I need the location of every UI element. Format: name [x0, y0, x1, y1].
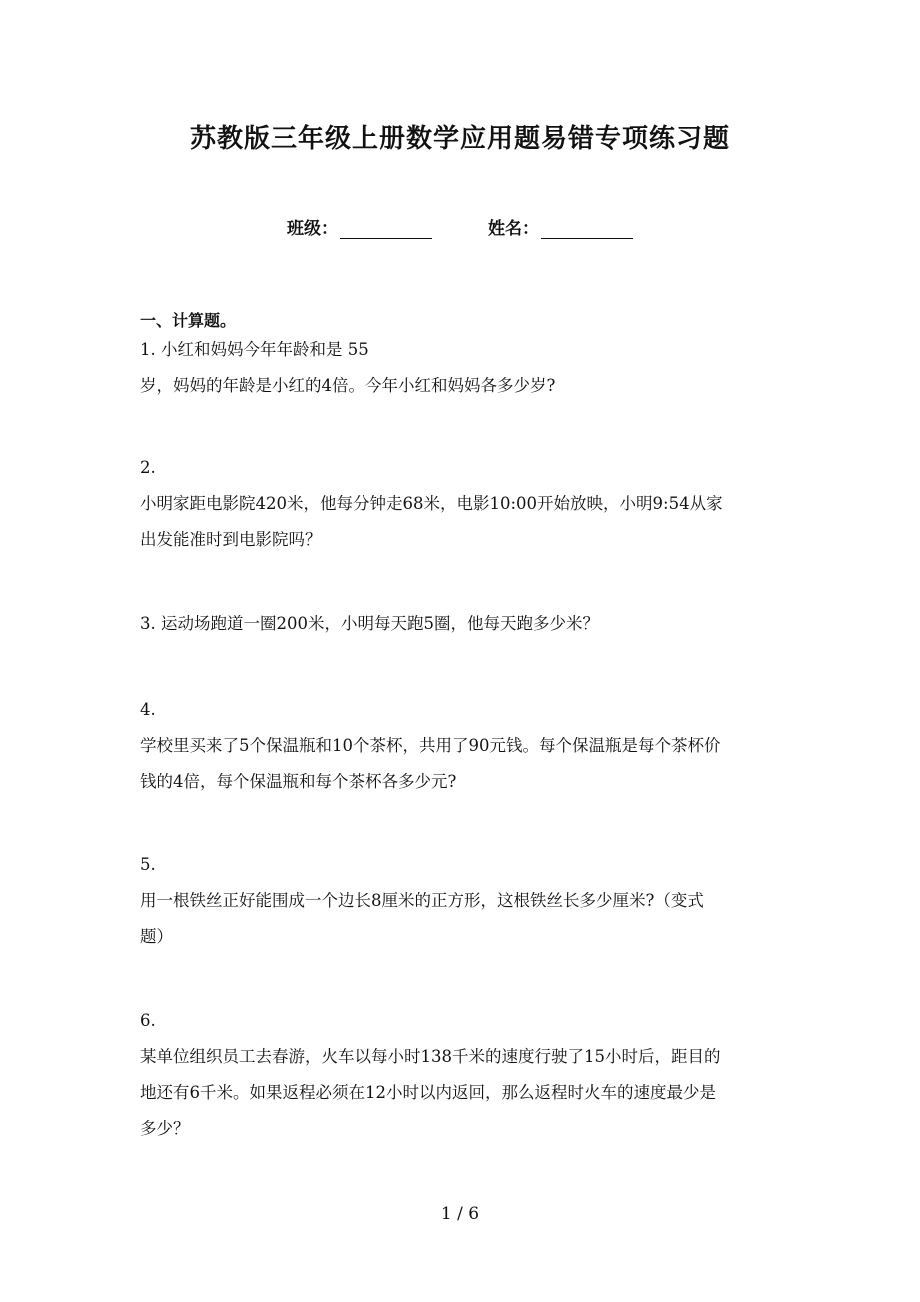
- question-4: [140, 692, 780, 800]
- question-line: 钱的4倍，每个保温瓶和每个茶杯各多少元?: [140, 772, 457, 791]
- question-number: 2.: [140, 458, 156, 477]
- question-line: 3. 运动场跑道一圈200米，小明每天跑5圈，他每天跑多少米？: [140, 614, 599, 633]
- question-number: 5.: [140, 855, 156, 874]
- page-indicator: 1 / 6: [440, 1204, 480, 1224]
- question-6: [140, 1003, 780, 1147]
- name-field: [488, 214, 633, 239]
- question-line: 学校里买来了5个保温瓶和10个茶杯，共用了90元钱。每个保温瓶是每个茶杯价: [140, 736, 721, 755]
- question-line: 题）: [140, 927, 173, 946]
- question-line: 地还有6千米。如果返程必须在12小时以内返回，那么返程时火车的速度最少是: [140, 1083, 716, 1102]
- question-2: [140, 450, 780, 558]
- section-heading: 一、计算题。: [140, 311, 237, 330]
- name-label: 姓名：: [488, 219, 539, 239]
- question-number: 4.: [140, 700, 156, 719]
- question-line: 某单位组织员工去春游，火车以每小时138千米的速度行驶了15小时后，距目的: [140, 1047, 721, 1066]
- question-number: 6.: [140, 1011, 156, 1030]
- question-line: 多少？: [140, 1119, 190, 1138]
- question-3: [140, 606, 780, 642]
- question-1: [140, 332, 780, 404]
- class-blank: [340, 220, 432, 239]
- class-field: [287, 214, 432, 239]
- name-blank: [541, 220, 633, 239]
- class-label: 班级：: [287, 219, 338, 239]
- page-title: 苏教版三年级上册数学应用题易错专项练习题: [189, 124, 730, 154]
- question-line: 小明家距电影院420米，他每分钟走68米，电影10:00开始放映，小明9:54从家: [140, 494, 723, 513]
- question-5: [140, 847, 780, 955]
- question-line: 岁，妈妈的年龄是小红的4倍。今年小红和妈妈各多少岁?: [140, 376, 556, 395]
- student-info-row: [0, 214, 920, 239]
- question-line: 出发能准时到电影院吗？: [140, 530, 322, 549]
- question-line: 用一根铁丝正好能围成一个边长8厘米的正方形，这根铁丝长多少厘米?（变式: [140, 891, 704, 910]
- question-line: 1. 小红和妈妈今年年龄和是 55: [140, 340, 369, 359]
